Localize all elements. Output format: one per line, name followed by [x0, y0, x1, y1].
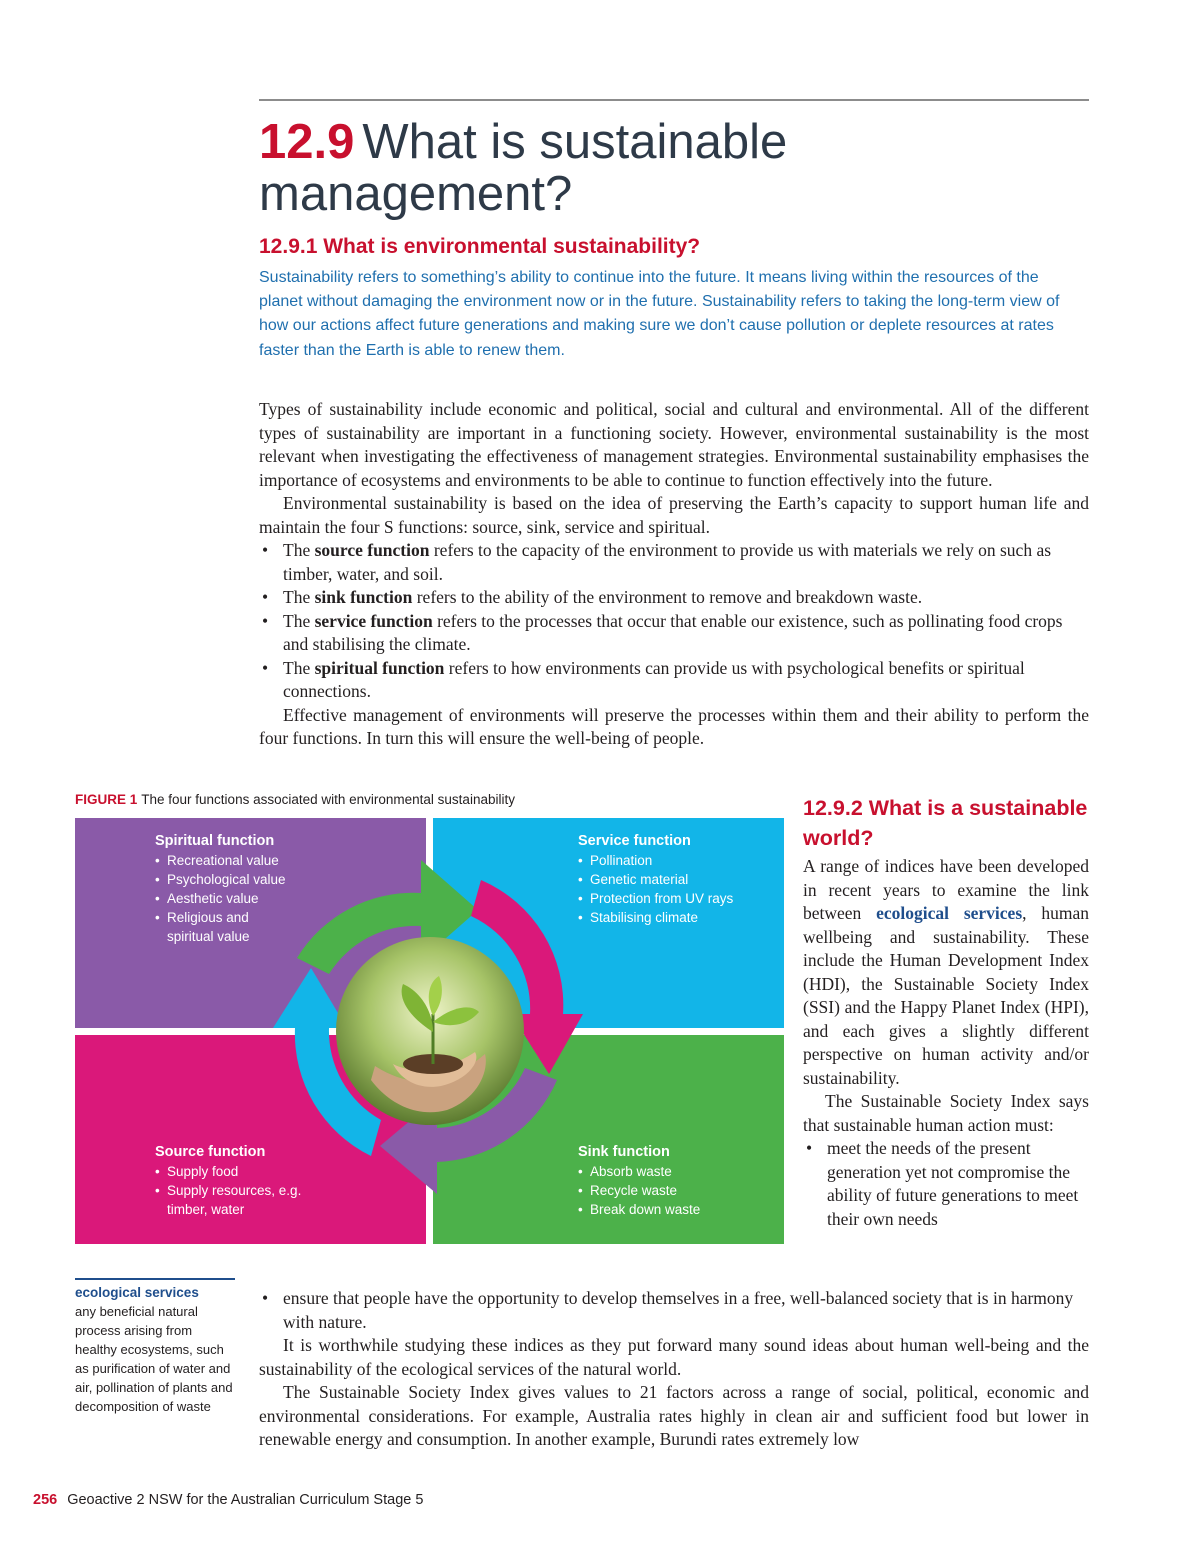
list-item: • Protection from UV rays — [578, 889, 778, 908]
section-heading-12-9-2: 12.9.2 What is a sustainable world? — [803, 796, 1088, 850]
list-item: • Break down waste — [578, 1200, 778, 1219]
glossary-term-link[interactable]: ecological services — [876, 903, 1023, 923]
list-item: • Supply resources, e.g. timber, water — [155, 1181, 305, 1219]
glossary-term: ecological services — [75, 1285, 199, 1300]
quadrant-title: Service function — [578, 833, 691, 849]
lower-text — [259, 1287, 1089, 1452]
book-title: Geoactive 2 NSW for the Australian Curriculum Stage 5 — [67, 1492, 424, 1508]
figure-caption — [75, 792, 515, 807]
glossary-box — [75, 1278, 237, 1416]
page-title — [259, 116, 1089, 220]
paragraph: The Sustainable Society Index says that sustainable human action must: — [803, 1091, 1089, 1135]
intro-paragraph: Sustainability refers to something’s ability to continue into the future. It means living within the resources of the planet without damaging the environment now or in the future. Sustainability refers to taking the long-term view of how our actions affect future generations and making sure we don’t cause pollution or deplete resources at rates faster than the Earth is able to renew them. — [259, 269, 1060, 359]
glossary-rule — [75, 1278, 235, 1280]
quadrant-title: Sink function — [578, 1144, 670, 1160]
section-heading-12-9-1: 12.9.1 What is environmental sustainability? — [259, 235, 701, 258]
list-item: • ensure that people have the opportunity to develop themselves in a free, well-balanced society that is in harmony with nature. — [259, 1287, 1089, 1334]
page-number: 256 — [33, 1492, 58, 1508]
list-item: • Pollination — [578, 851, 778, 870]
list-item: • The source function refers to the capacity of the environment to provide us with materials we rely on such as timber, water, and soil. — [259, 539, 1089, 586]
list-item: • Psychological value — [155, 870, 365, 889]
page-footer — [33, 1492, 423, 1508]
paragraph: Types of sustainability include economic and political, social and cultural and environmental. All of the different types of sustainability are important in a functioning society. However, environmental sustainability is the most relevant when investigating the effectiveness of management strategies. Environmental sustainability emphasises the importance of ecosystems and environments to be able to continue to function effectively into the future. — [259, 399, 1089, 490]
section-number: 12.9 — [259, 115, 355, 169]
list-item: • meet the needs of the present generation yet not compromise the ability of future generations to meet their own needs — [803, 1137, 1089, 1231]
list-item: • The spiritual function refers to how environments can provide us with psychological benefits or spiritual connections. — [259, 657, 1089, 704]
paragraph: The Sustainable Society Index gives values to 21 factors across a range of social, political, economic and environmental considerations. For example, Australia rates highly in clean air and sufficient food but lower in renewable energy and consumption. In another example, Burundi rates extremely low — [259, 1382, 1089, 1449]
quadrant-title: Spiritual function — [155, 833, 275, 849]
list-item: • Recreational value — [155, 851, 365, 870]
paragraph: Effective management of environments will preserve the processes within them and their ability to perform the four functions. In turn this will ensure the well-being of people. — [259, 704, 1089, 748]
cycle-graphic — [75, 818, 784, 1244]
ssi-list — [803, 1137, 1089, 1231]
paragraph: A range of indices have been developed in recent years to examine the link between ecological services, human wellbeing and sustainability. These include the Human Development Index (HDI), the Sustainable Society Index (SSI) and the Happy Planet Index (HPI), and each gives a slightly different perspective on human activity and/or sustainability. — [803, 856, 1089, 1088]
list-item: • Absorb waste — [578, 1162, 778, 1181]
top-rule — [259, 99, 1089, 101]
main-text — [259, 398, 1089, 751]
list-item: • Genetic material — [578, 870, 778, 889]
title-text: What is sustainable management? — [259, 115, 788, 221]
quadrant-title: Source function — [155, 1144, 266, 1160]
paragraph: It is worthwhile studying these indices as they put forward many sound ideas about human well-being and the sustainability of the ecological services of the natural world. — [259, 1335, 1089, 1379]
four-functions-figure — [75, 818, 784, 1244]
list-item: • Stabilising climate — [578, 908, 778, 927]
glossary-definition: any beneficial natural process arising from healthy ecosystems, such as purification of water and air, pollination of plants and decomposition of waste — [75, 1304, 233, 1414]
list-item: • Supply food — [155, 1162, 305, 1181]
list-item: • Religious and spiritual value — [155, 908, 277, 946]
list-item: • The service function refers to the processes that occur that enable our existence, such as pollinating food crops and stabilising the climate. — [259, 610, 1089, 657]
side-column — [803, 855, 1089, 1231]
function-list — [259, 539, 1089, 704]
hands-seedling-photo — [336, 937, 524, 1125]
ssi-list-continued — [259, 1287, 1089, 1334]
list-item: • The sink function refers to the ability of the environment to remove and breakdown waste. — [259, 586, 1089, 610]
paragraph: Environmental sustainability is based on the idea of preserving the Earth’s capacity to support human life and maintain the four S functions: source, sink, service and spiritual. — [259, 493, 1089, 537]
list-item: • Aesthetic value — [155, 889, 365, 908]
figure-caption-text: The four functions associated with environmental sustainability — [141, 792, 515, 807]
figure-label: FIGURE 1 — [75, 792, 138, 807]
list-item: • Recycle waste — [578, 1181, 778, 1200]
